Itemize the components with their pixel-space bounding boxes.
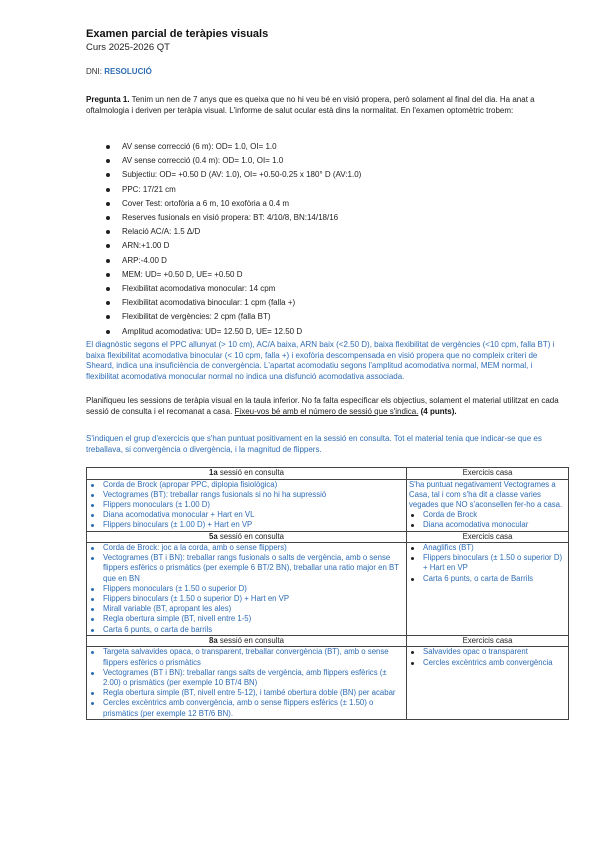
session-header: [87, 468, 407, 480]
consulta-cell: [87, 479, 407, 531]
finding-item: Flexibilitat acomodativa binocular: 1 cpm (falla +): [122, 296, 361, 310]
sessions-table: [86, 467, 569, 720]
dni-line: [86, 67, 152, 76]
dni-label: DNI:: [86, 67, 102, 76]
casa-list: [409, 510, 566, 530]
session-label: sessió en consulta: [219, 531, 284, 541]
document-subtitle: Curs 2025-2026 QT: [86, 42, 170, 53]
list-item: Corda de Brock: joc a la corda, amb o sense flippers): [103, 543, 404, 553]
finding-item: MEM: UD= +0.50 D, UE= +0.50 D: [122, 268, 361, 282]
session-row: [87, 543, 569, 636]
finding-item: Relació AC/A: 1.5 Δ/D: [122, 225, 361, 239]
list-item: Vectogrames (BT i BN): treballar rangs salts de vergència, amb flippers esfèrics (± 2.00) o prismàtics (per exemple 10 BT/4 BN): [103, 668, 404, 688]
finding-item: Flexibilitat de vergències: 2 cpm (falla BT): [122, 310, 361, 324]
list-item: Cercles excèntrics amb convergència, amb o sense flippers esfèrics (± 1.50) o prismàtics (per exemple 12 BT/6 BN).: [103, 698, 404, 718]
home-header: Exercicis casa: [407, 635, 569, 647]
list-item: Flippers binoculars (± 1.50 o superior D) + Hart en VP: [103, 594, 404, 604]
session-number: 8a: [208, 635, 218, 645]
consulta-cell: [87, 543, 407, 636]
session-header-row: [87, 531, 569, 543]
list-item: Corda de Brock (apropar PPC, diplopia fisiològica): [103, 480, 404, 490]
list-item: Vectogrames (BT): treballar rangs fusionals si no hi ha supressió: [103, 490, 404, 500]
session-header: [87, 531, 407, 543]
session-label: sessió en consulta: [219, 468, 284, 477]
dni-value: RESOLUCIÓ: [104, 67, 152, 76]
plan-instructions: [86, 396, 566, 417]
casa-cell: [407, 647, 569, 719]
session-number: 1a: [208, 468, 218, 477]
list-item: Salvavides opac o transparent: [423, 647, 566, 657]
list-item: Diana acomodativa monocular + Hart en VL: [103, 510, 404, 520]
session-row: [87, 479, 569, 531]
finding-item: AV sense correcció (0.4 m): OD= 1.0, OI= 1.0: [122, 154, 361, 168]
list-item: Vectogrames (BT i BN): treballar rangs fusionals o salts de vergència, amb o sense flippers esfèrics o prismàtics (per exemple 6 BT/2 BN), treballar una ratio major en BT que en BN: [103, 553, 404, 584]
list-item: Flippers binoculars (± 1.50 o superior D) + Hart en VP: [423, 553, 566, 573]
plan-text: Planifiqueu les sessions de teràpia visual en la taula inferior. No fa falta especificar els objectius, solament el material utilitzat en cada sessió de consulta i el recomanat a casa.: [86, 396, 559, 416]
list-item: Cercles excèntrics amb convergència: [423, 658, 566, 668]
session-header-row: [87, 635, 569, 647]
question-text: Tenim un nen de 7 anys que es queixa que no hi veu bé en visió propera, però solament al final del dia. Ha anat a oftalmologia i deriven per teràpia visual. L'informe de salut ocular està dins la normalitat. En l'examen optomètric trobem:: [86, 95, 535, 115]
consulta-list: [89, 480, 404, 531]
list-item: Corda de Brock: [423, 510, 566, 520]
list-item: Regla obertura simple (BT, nivell entre 1-5): [103, 614, 404, 624]
finding-item: Amplitud acomodativa: UD= 12.50 D, UE= 12.50 D: [122, 325, 361, 339]
finding-item: ARP:-4.00 D: [122, 254, 361, 268]
session-header: [87, 635, 407, 647]
finding-item: PPC: 17/21 cm: [122, 183, 361, 197]
list-item: Anaglifics (BT): [423, 543, 566, 553]
finding-item: Cover Test: ortofòria a 6 m, 10 exofòria a 0.4 m: [122, 197, 361, 211]
list-item: Regla obertura simple (BT, nivell entre 5-12), i també obertura doble (BN) per acabar: [103, 688, 404, 698]
finding-item: Reserves fusionals en visió propera: BT: 4/10/8, BN:14/18/16: [122, 211, 361, 225]
finding-item: AV sense correcció (6 m): OD= 1.0, OI= 1.0: [122, 140, 361, 154]
home-header: Exercicis casa: [407, 531, 569, 543]
finding-item: ARN:+1.00 D: [122, 239, 361, 253]
list-item: Diana acomodativa monocular: [423, 520, 566, 530]
casa-cell: [407, 543, 569, 636]
question-number: Pregunta 1.: [86, 95, 130, 104]
consulta-list: [89, 647, 404, 718]
session-header-row: [87, 468, 569, 480]
consulta-list: [89, 543, 404, 635]
answer-intro: S'indiquen el grup d'exercicis que s'han puntuat positivament en la sessió en consulta. Tot el material tenia que indicar-se que es treballava, si convergència o divergència, i la magnitud de flippers.: [86, 434, 542, 454]
plan-points: (4 punts).: [420, 406, 457, 416]
session-label: sessió en consulta: [219, 635, 284, 645]
session-row: [87, 647, 569, 719]
finding-item: Subjectiu: OD= +0.50 D (AV: 1.0), OI= +0.50-0.25 x 180° D (AV:1.0): [122, 168, 361, 182]
plan-underlined: Fixeu-vos bé amb el número de sessió que s'indica.: [234, 406, 419, 416]
casa-cell: [407, 479, 569, 531]
session-number: 5a: [208, 531, 218, 541]
question-1: [86, 95, 566, 116]
consulta-cell: [87, 647, 407, 719]
finding-item: Flexibilitat acomodativa monocular: 14 cpm: [122, 282, 361, 296]
diagnosis-answer: El diagnòstic segons el PPC allunyat (> 10 cm), AC/A baixa, ARN baix (<2.50 D), baixa flexibilitat de vergències (<10 cpm, falla BT) i baixa flexibilitat acomodativa binocular (< 10 cpm, falla +) i exofòria descompensada en visió propera que no compleix criteri de Sheard, indica una insuficiència de convergència. L'apartat acomodatiu segons l'amplitud acomodativa normal, MEM normal, i flexibilitat acomodativa monocular normal no indica una disfunció acomodativa associada.: [86, 340, 555, 381]
list-item: Flippers monoculars (± 1.00 D): [103, 500, 404, 510]
exam-findings-list: [86, 140, 361, 339]
list-item: Targeta salvavides opaca, o transparent, treballar convergència (BT), amb o sense flippers esfèrics o prismàtics: [103, 647, 404, 667]
casa-list: [409, 647, 566, 667]
casa-note: S'ha puntuat negativament Vectogrames a Casa, tal i com s'ha dit a classe varies vegades que NO s'aconsellen fer-ho a casa.: [409, 479, 563, 509]
list-item: Carta 6 punts, o carta de barrils: [103, 625, 404, 635]
casa-list: [409, 543, 566, 584]
list-item: Mirall variable (BT, apropant les ales): [103, 604, 404, 614]
list-item: Flippers monoculars (± 1.50 o superior D): [103, 584, 404, 594]
document-title: Examen parcial de teràpies visuals: [86, 28, 269, 40]
home-header: Exercicis casa: [407, 468, 569, 480]
list-item: Carta 6 punts, o carta de Barrils: [423, 574, 566, 584]
list-item: Flippers binoculars (± 1.00 D) + Hart en VP: [103, 520, 404, 530]
